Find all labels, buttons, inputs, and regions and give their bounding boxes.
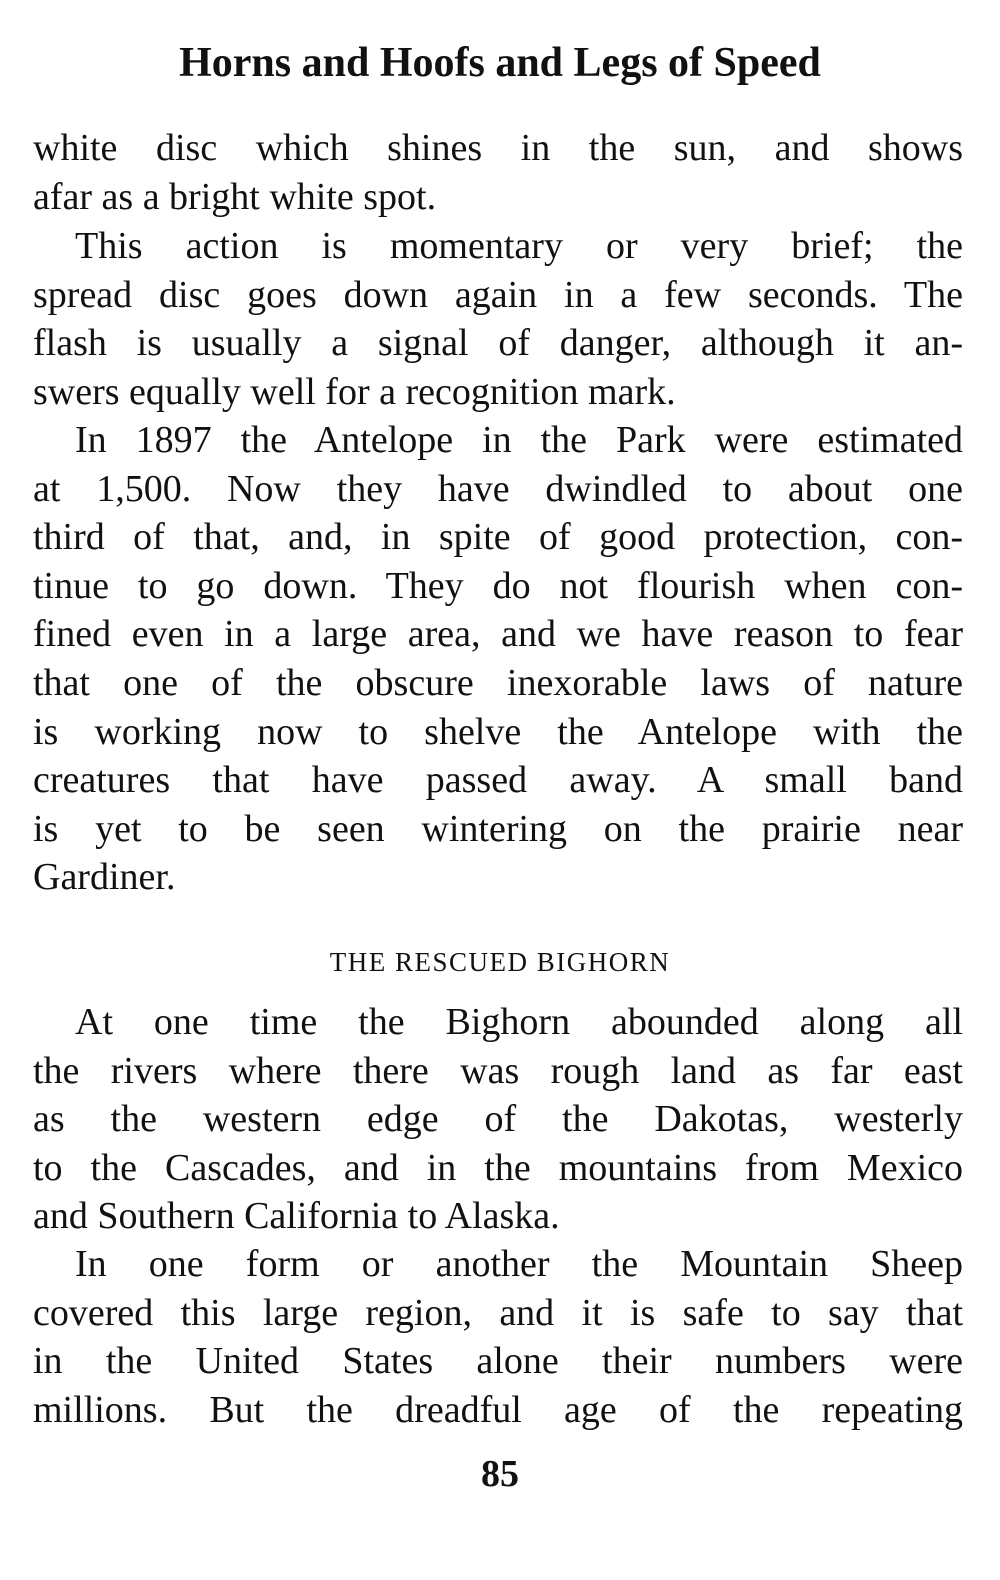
- text-line: third of that, and, in spite of good protection, con-: [33, 516, 963, 559]
- text-line: that one of the obscure inexorable laws of nature: [33, 661, 963, 704]
- text-line: is yet to be seen wintering on the prairie near: [33, 807, 963, 850]
- text-line: Gardiner.: [33, 856, 176, 899]
- text-line: covered this large region, and it is safe to say that: [33, 1291, 963, 1334]
- text-line: the rivers where there was rough land as far east: [33, 1049, 963, 1092]
- text-line: and Southern California to Alaska.: [33, 1195, 560, 1238]
- text-line: At one time the Bighorn abounded along all: [75, 1001, 963, 1043]
- text-line: millions. But the dreadful age of the repeating: [33, 1388, 963, 1431]
- paragraph: [33, 416, 963, 902]
- text-line: is working now to shelve the Antelope with the: [33, 710, 963, 753]
- text-line: In 1897 the Antelope in the Park were estimated: [75, 419, 963, 461]
- text-line: afar as a bright white spot.: [33, 175, 437, 218]
- paragraph: [33, 222, 963, 416]
- text-line: in the United States alone their numbers were: [33, 1340, 963, 1383]
- text-line: swers equally well for a recognition mark.: [33, 370, 676, 413]
- text-line: to the Cascades, and in the mountains from Mexico: [33, 1146, 963, 1189]
- text-line: flash is usually a signal of danger, although it an-: [33, 322, 963, 365]
- text-line: fined even in a large area, and we have reason to fear: [33, 613, 963, 656]
- running-head: Horns and Hoofs and Legs of Speed: [179, 40, 821, 86]
- text-line: In one form or another the Mountain Sheep: [75, 1243, 963, 1285]
- text-line: This action is momentary or very brief; the: [75, 225, 963, 267]
- text-line: tinue to go down. They do not flourish when con-: [33, 564, 963, 607]
- paragraph: [33, 998, 963, 1241]
- page-number: 85: [481, 1453, 519, 1495]
- section-heading: THE RESCUED BIGHORN: [329, 947, 671, 977]
- text-line: white disc which shines in the sun, and shows: [33, 127, 963, 169]
- paragraph: [33, 124, 963, 221]
- paragraph: [33, 1240, 963, 1434]
- text-line: at 1,500. Now they have dwindled to about one: [33, 467, 963, 510]
- text-line: creatures that have passed away. A small band: [33, 759, 963, 802]
- text-line: as the western edge of the Dakotas, westerly: [33, 1098, 963, 1141]
- text-line: spread disc goes down again in a few seconds. The: [33, 273, 963, 316]
